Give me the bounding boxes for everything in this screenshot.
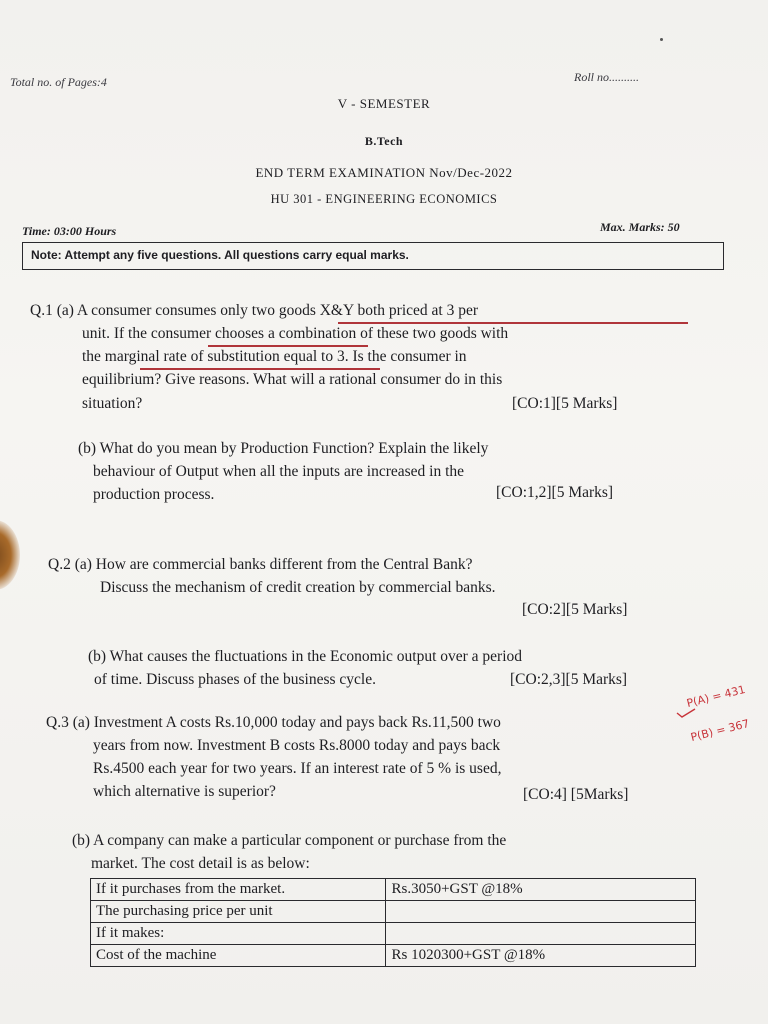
table-row	[91, 901, 696, 923]
table-cell: Rs.3050+GST @18%	[386, 879, 696, 901]
q1b-line: (b) What do you mean by Production Function? Explain the likely	[78, 440, 489, 457]
table-cell: Cost of the machine	[91, 945, 386, 967]
red-underline	[140, 368, 380, 370]
cost-table	[90, 878, 696, 967]
table-cell	[386, 901, 696, 923]
table-cell: If it makes:	[91, 923, 386, 945]
exam-title: END TERM EXAMINATION Nov/Dec-2022	[255, 165, 513, 180]
q1a-line: the marginal rate of substitution equal to 3. Is the consumer in	[82, 348, 467, 365]
note-box	[22, 242, 724, 270]
table-row	[91, 945, 696, 967]
red-underline	[338, 322, 688, 324]
table-cell	[386, 923, 696, 945]
q1b-line: production process.	[93, 486, 215, 503]
table-row	[91, 879, 696, 901]
table-cell: Rs 1020300+GST @18%	[386, 945, 696, 967]
q3a-marks: [CO:4] [5Marks]	[523, 786, 629, 803]
q1a-line: Q.1 (a) A consumer consumes only two goods X&Y both priced at 3 per	[30, 302, 478, 319]
course-title: HU 301 - ENGINEERING ECONOMICS	[270, 192, 498, 206]
max-marks: Max. Marks: 50	[600, 220, 680, 234]
q2a-line: Discuss the mechanism of credit creation by commercial banks.	[100, 579, 496, 596]
time: Time: 03:00 Hours	[22, 224, 117, 238]
q1b-line: behaviour of Output when all the inputs are increased in the	[93, 463, 465, 480]
degree: B.Tech	[364, 134, 404, 148]
handwritten-note-a: P(A) = 431	[685, 682, 747, 711]
q2b-line: (b) What causes the fluctuations in the Economic output over a period	[88, 648, 523, 665]
table-row	[91, 923, 696, 945]
q1a-line: unit. If the consumer chooses a combination of these two goods with	[82, 325, 509, 342]
semester: V - SEMESTER	[337, 96, 431, 111]
handwritten-note-b: P(B) = 367	[689, 716, 751, 745]
table-cell: The purchasing price per unit	[91, 901, 386, 923]
q3a-line: Q.3 (a) Investment A costs Rs.10,000 today and pays back Rs.11,500 two	[46, 714, 501, 731]
q2b-marks: [CO:2,3][5 Marks]	[510, 671, 628, 688]
finger-shadow	[0, 520, 20, 590]
red-underline	[208, 345, 368, 347]
q3a-line: Rs.4500 each year for two years. If an interest rate of 5 % is used,	[93, 760, 502, 777]
table-cell: If it purchases from the market.	[91, 879, 386, 901]
q3a-line: which alternative is superior?	[93, 783, 276, 800]
total-pages: Total no. of Pages:4	[10, 75, 107, 89]
q3b-line: market. The cost detail is as below:	[91, 855, 310, 872]
q2b-line: of time. Discuss phases of the business cycle.	[94, 671, 376, 688]
q3b-line: (b) A company can make a particular component or purchase from the	[72, 832, 507, 849]
red-tick-icon	[676, 708, 696, 718]
note-text: Note: Attempt any five questions. All questions carry equal marks.	[31, 248, 409, 262]
q3a-line: years from now. Investment B costs Rs.8000 today and pays back	[93, 737, 501, 754]
speck	[660, 38, 663, 41]
roll-no: Roll no..........	[574, 70, 639, 84]
q2a-marks: [CO:2][5 Marks]	[522, 601, 628, 618]
q1a-line: situation?	[82, 395, 143, 412]
q2a-line: Q.2 (a) How are commercial banks different from the Central Bank?	[48, 556, 473, 573]
q1a-marks: [CO:1][5 Marks]	[512, 395, 618, 412]
q1b-marks: [CO:1,2][5 Marks]	[496, 484, 614, 501]
q1a-line: equilibrium? Give reasons. What will a rational consumer do in this	[82, 371, 503, 388]
